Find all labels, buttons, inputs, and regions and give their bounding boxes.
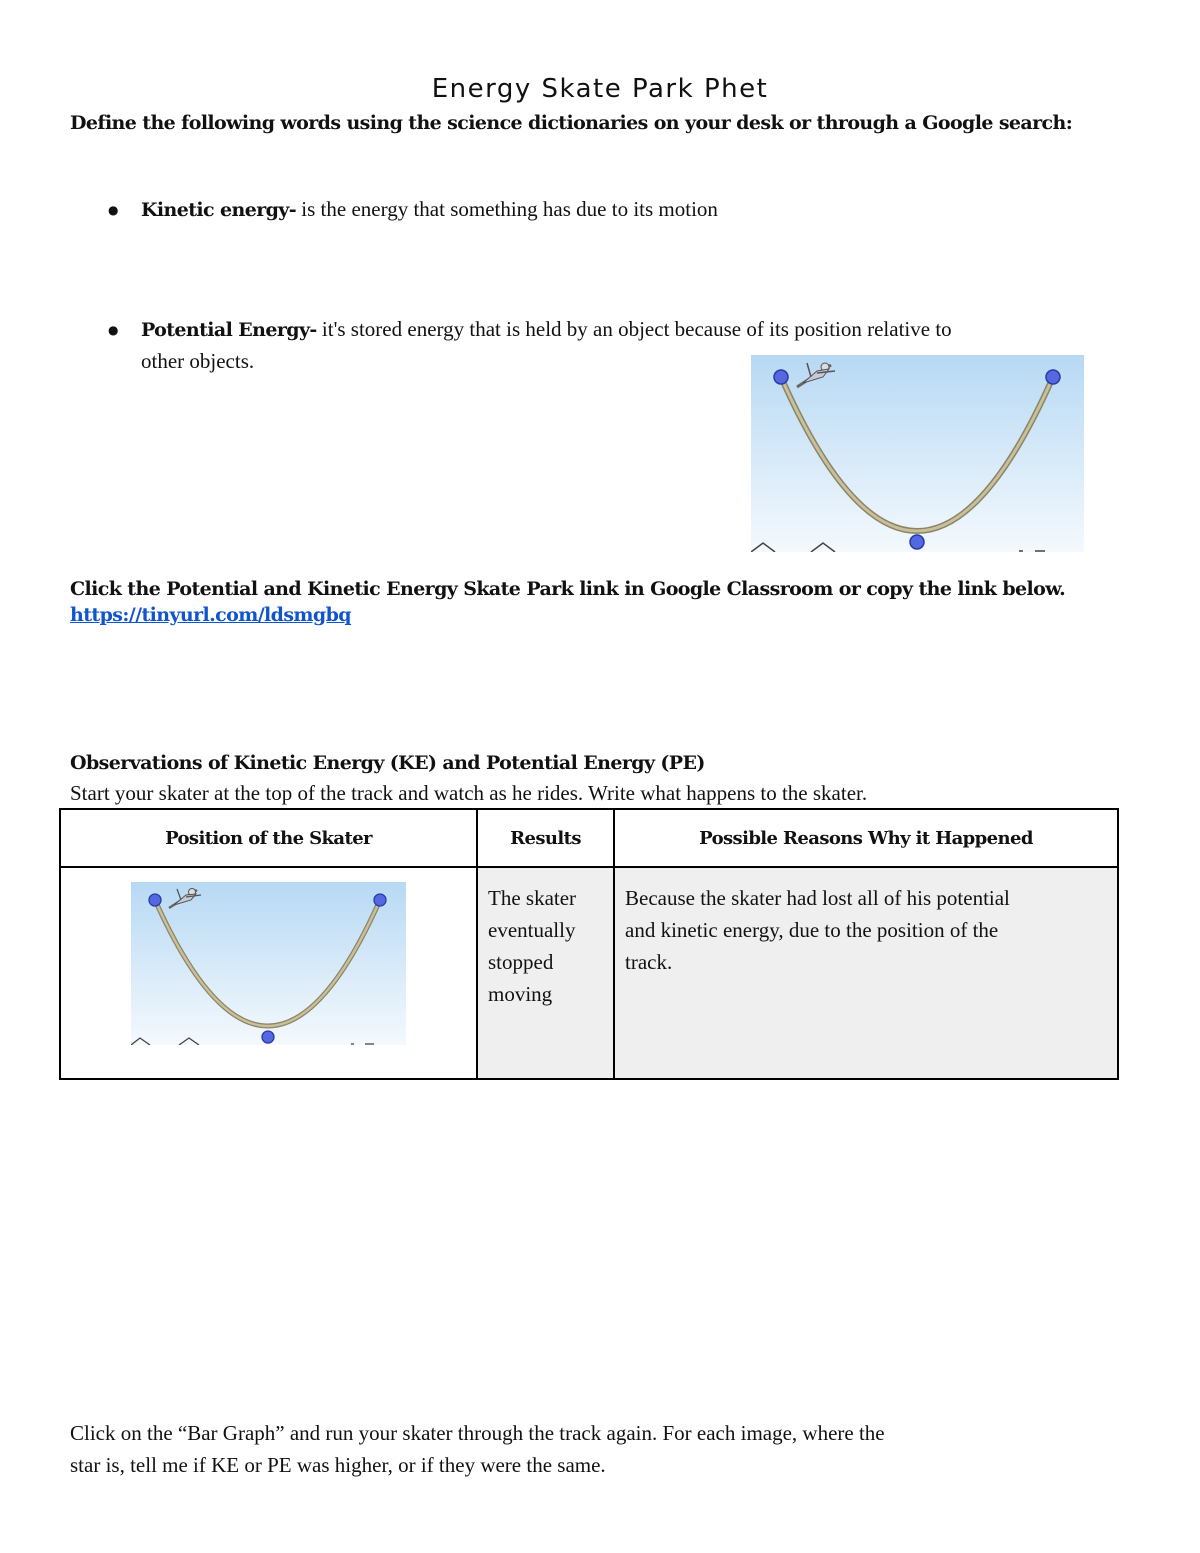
header-reasons: Possible Reasons Why it Happened [614, 809, 1118, 867]
table-header-row [60, 809, 1118, 867]
header-results: Results [477, 809, 614, 867]
bar-graph-instruction-continued: star is, tell me if KE or PE was higher, or if they were the same. [70, 1453, 606, 1477]
tinyurl-link[interactable]: https://tinyurl.com/ldsmgbq [70, 604, 351, 626]
observations-instruction: Start your skater at the top of the track and watch as he rides. Write what happens to the skater. [70, 781, 868, 805]
definition-potential [141, 317, 952, 342]
results-line: The skater [488, 886, 577, 910]
definition-potential-continued: other objects. [141, 349, 255, 373]
observations-heading: Observations of Kinetic Energy (KE) and Potential Energy (PE) [70, 752, 705, 774]
term-kinetic: Kinetic energy- [141, 199, 297, 221]
definition-kinetic [141, 197, 718, 222]
results-line: moving [488, 982, 553, 1006]
reason-line: track. [625, 950, 673, 974]
cell-reasons [614, 867, 1118, 1079]
track-node-left [149, 894, 161, 906]
define-instruction: Define the following words using the science dictionaries on your desk or through a Google search: [70, 112, 1073, 134]
results-line: stopped [488, 950, 554, 974]
link-instruction: Click the Potential and Kinetic Energy Skate Park link in Google Classroom or copy the link below. [70, 578, 1066, 600]
page-title: Energy Skate Park Phet [431, 74, 769, 104]
cell-results [477, 867, 614, 1079]
track-node-bottom [262, 1031, 274, 1043]
definition-potential-text: it's stored energy that is held by an object because of its position relative to [316, 317, 952, 341]
track-node-right [374, 894, 386, 906]
results-line: eventually [488, 918, 576, 942]
reason-line: Because the skater had lost all of his potential [625, 886, 1010, 910]
bar-graph-instruction: Click on the “Bar Graph” and run your skater through the track again. For each image, where the [70, 1421, 885, 1445]
track-node-right [1046, 370, 1060, 384]
header-position: Position of the Skater [60, 809, 477, 867]
track-node-bottom [910, 535, 924, 549]
skate-track-image [751, 355, 1084, 552]
track-node-left [774, 370, 788, 384]
reason-line: and kinetic energy, due to the position of the [625, 918, 999, 942]
skate-track-image-small [131, 882, 406, 1045]
observations-table [59, 808, 1119, 1080]
term-potential: Potential Energy- [141, 319, 317, 341]
table-row [60, 867, 1118, 1079]
cell-position [60, 867, 477, 1079]
definition-kinetic-text: is the energy that something has due to its motion [296, 197, 718, 221]
